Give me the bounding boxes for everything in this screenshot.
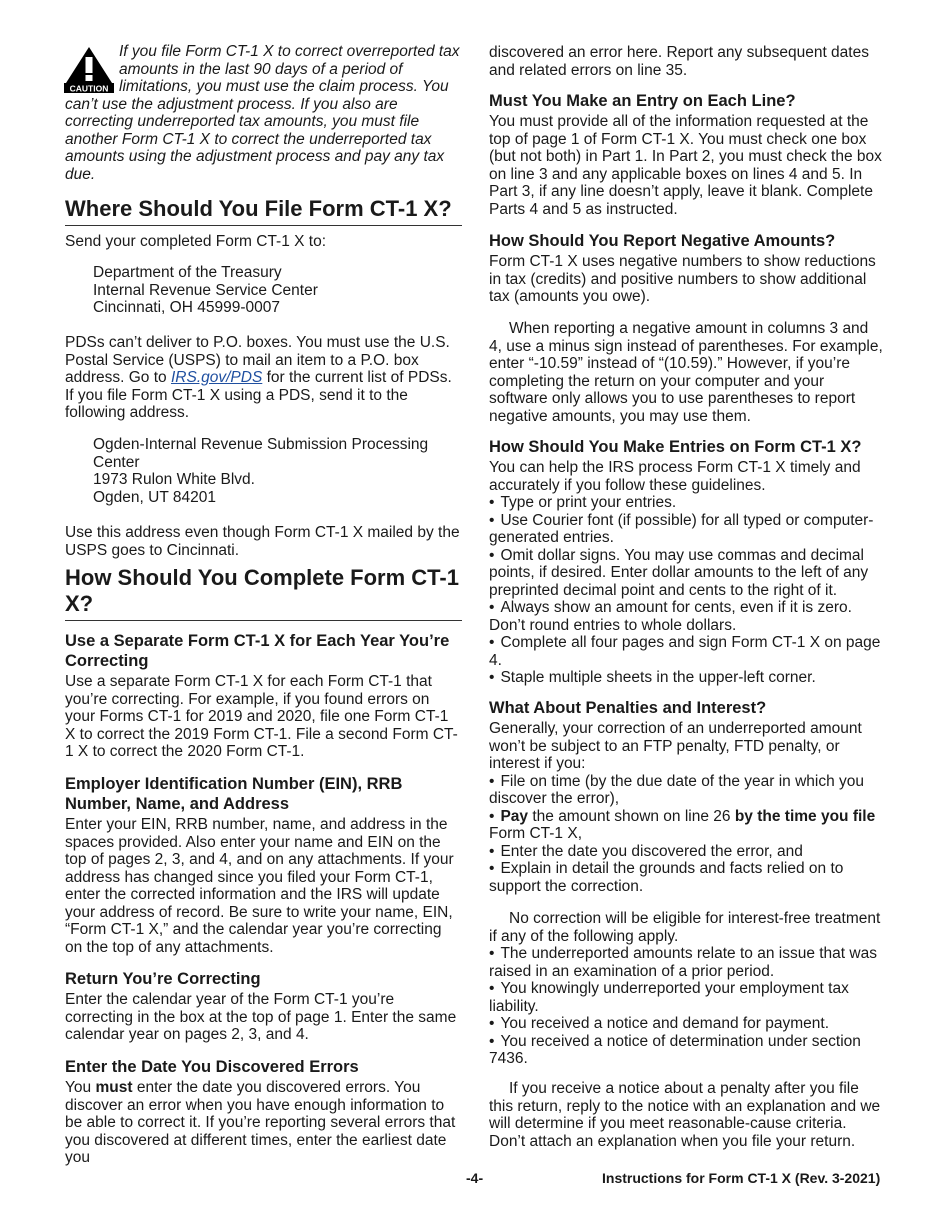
return-heading: Return You’re Correcting	[65, 970, 261, 988]
penalties-bullet: • Explain in detail the grounds and facts relied on to support the correction.	[489, 860, 884, 895]
caution-line: If you file Form CT-1 X to correct overreported tax	[119, 43, 460, 60]
usps-note: Use this address even though Form CT-1 X mailed by the USPS goes to Cincinnati.	[65, 524, 460, 559]
address-line: Center	[93, 453, 140, 471]
ogden-address	[65, 436, 490, 506]
caution-line: amounts using the adjustment process and pay any tax	[65, 148, 445, 165]
separate-text: Use a separate Form CT-1 X for each Form CT-1 that you’re correcting. For example, if you found errors on your Forms CT-1 for 2019 and 2020, file one Form CT-1 X to correct the 2019 Form CT-1. File a second Form CT-1 X to correct the 2020 Form CT-1.	[65, 673, 458, 760]
penalties-bullet: • File on time (by the due date of the year in which you discover the error),	[489, 773, 884, 808]
return-text: Enter the calendar year of the Form CT-1 you’re correcting in the box at the top of page 1. Enter the same calendar year on pages 2, 3, and 4.	[65, 991, 457, 1043]
entries-bullet: • Complete all four pages and sign Form CT-1 X on page 4.	[489, 634, 884, 669]
entries-bullet: • Type or print your entries.	[489, 494, 884, 512]
caution-line: amounts in the last 90 days of a period of	[119, 60, 403, 78]
address-line: 1973 Rulon White Blvd.	[93, 471, 255, 488]
no-interest-bullet: • You knowingly underreported your employment tax liability.	[489, 980, 884, 1015]
entry-heading: Must You Make an Entry on Each Line?	[489, 92, 796, 110]
address-line: Ogden, UT 84201	[93, 488, 216, 506]
penalties-bullet: • Enter the date you discovered the error, and	[489, 843, 884, 861]
where-intro: Send your completed Form CT-1 X to:	[65, 233, 327, 250]
page-number: -4-	[466, 1170, 484, 1186]
caution-line: limitations, you must use the claim process. You	[119, 78, 449, 95]
date-text: You must enter the date you discovered errors. You discover an error when you have enough information to be able to correct it. If you’re reporting several errors that you discovered at different times, enter the earliest date you	[65, 1079, 456, 1166]
penalties-heading: What About Penalties and Interest?	[489, 699, 767, 717]
no-interest-bullet: • You received a notice and demand for payment.	[489, 1015, 884, 1033]
entries-bullet: • Always show an amount for cents, even if it is zero. Don’t round entries to whole dollars.	[489, 599, 884, 634]
caution-line: can’t use the adjustment process. If you also are	[65, 95, 398, 113]
separate-heading: Use a Separate Form CT-1 X for Each Year You’re Correcting	[65, 632, 450, 670]
negative-text-2: When reporting a negative amount in columns 3 and 4, use a minus sign instead of parentheses. For example, enter “-10.59” instead of “(10.59).” However, if you’re completing the return on your computer and your software only allows you to use parentheses to report negative amounts, you may use them.	[489, 320, 883, 425]
caution-line: due.	[65, 165, 96, 183]
cincinnati-address	[65, 264, 490, 317]
address-line: Department of the Treasury	[93, 264, 282, 281]
footer-title: Instructions for Form CT-1 X (Rev. 3-2021)	[602, 1170, 881, 1186]
entries-bullet: • Omit dollar signs. You may use commas and decimal points, if desired. Enter dollar amounts to the left of any preprinted decimal point and cents to the right of it.	[489, 547, 884, 600]
entries-intro: You can help the IRS process Form CT-1 X timely and accurately if you follow these guidelines.	[489, 459, 861, 494]
ein-text: Enter your EIN, RRB number, name, and address in the spaces provided. Also enter your name and EIN on the top of pages 2, 3, and 4, and on any attachments. If your address has changed since you filed your Form CT-1, enter the corrected information and the IRS will update your address of record. Be sure to write your name, EIN, “Form CT-1 X,” and the calendar year you’re correcting on the top of any attachments.	[65, 816, 454, 956]
caution-icon-label: CAUTION	[69, 83, 109, 93]
caution-line: another Form CT-1 X to correct the underreported tax	[65, 130, 432, 148]
address-line: Cincinnati, OH 45999-0007	[93, 299, 280, 316]
date-heading: Enter the Date You Discovered Errors	[65, 1058, 359, 1076]
where-heading: Where Should You File Form CT-1 X?	[65, 196, 462, 226]
entry-text: You must provide all of the information requested at the top of page 1 of Form CT-1 X. You must check one box (but not both) in Part 1. In Part 2, you must check the box on line 3 and any applicable boxes on lines 4 and 5. In Part 3, if any line doesn’t apply, leave it blank. Complete Parts 4 and 5 as instructed.	[489, 113, 882, 218]
entries-heading: How Should You Make Entries on Form CT-1 X?	[489, 438, 862, 456]
caution-line: correcting underreported tax amounts, you must file	[65, 113, 420, 130]
negative-text-1: Form CT-1 X uses negative numbers to show reductions in tax (credits) and positive numbers to show additional tax (amounts you owe).	[489, 253, 876, 305]
irs-pds-link[interactable]: IRS.gov/PDS	[170, 369, 263, 386]
negative-heading: How Should You Report Negative Amounts?	[489, 232, 836, 250]
no-interest-bullet: • The underreported amounts relate to an issue that was raised in an examination of a prior period.	[489, 945, 884, 980]
address-line: Ogden-Internal Revenue Submission Processing	[93, 436, 429, 453]
penalties-bullet: • Pay the amount shown on line 26 by the time you file Form CT-1 X,	[489, 808, 884, 843]
address-line: Internal Revenue Service Center	[93, 281, 318, 299]
penalty-notice-text: If you receive a notice about a penalty after you file this return, reply to the notice with an explanation and we will determine if you meet reasonable-cause criteria. Don’t attach an explanation when you file your return.	[489, 1080, 881, 1150]
entries-bullet: • Staple multiple sheets in the upper-left corner.	[489, 669, 884, 687]
how-complete-heading: How Should You Complete Form CT-1 X?	[65, 565, 462, 621]
entries-bullet: • Use Courier font (if possible) for all typed or computer-generated entries.	[489, 512, 884, 547]
no-interest-bullet: • You received a notice of determination under section 7436.	[489, 1033, 884, 1068]
penalties-intro: Generally, your correction of an underreported amount won’t be subject to an FTP penalty, FTD penalty, or interest if you:	[489, 720, 862, 772]
continued-text: discovered an error here. Report any subsequent dates and related errors on line 35.	[489, 44, 869, 79]
ein-heading: Employer Identification Number (EIN), RRB Number, Name, and Address	[65, 775, 403, 813]
pds-paragraph: PDSs can’t deliver to P.O. boxes. You must use the U.S. Postal Service (USPS) to mail an item to a P.O. box address. Go to IRS.gov/PDS for the current list of PDSs. If you file Form CT-1 X using a PDS, send it to the following address.	[65, 334, 452, 421]
no-interest-text: No correction will be eligible for interest-free treatment if any of the following apply.	[489, 910, 881, 945]
caution-text	[65, 43, 462, 183]
